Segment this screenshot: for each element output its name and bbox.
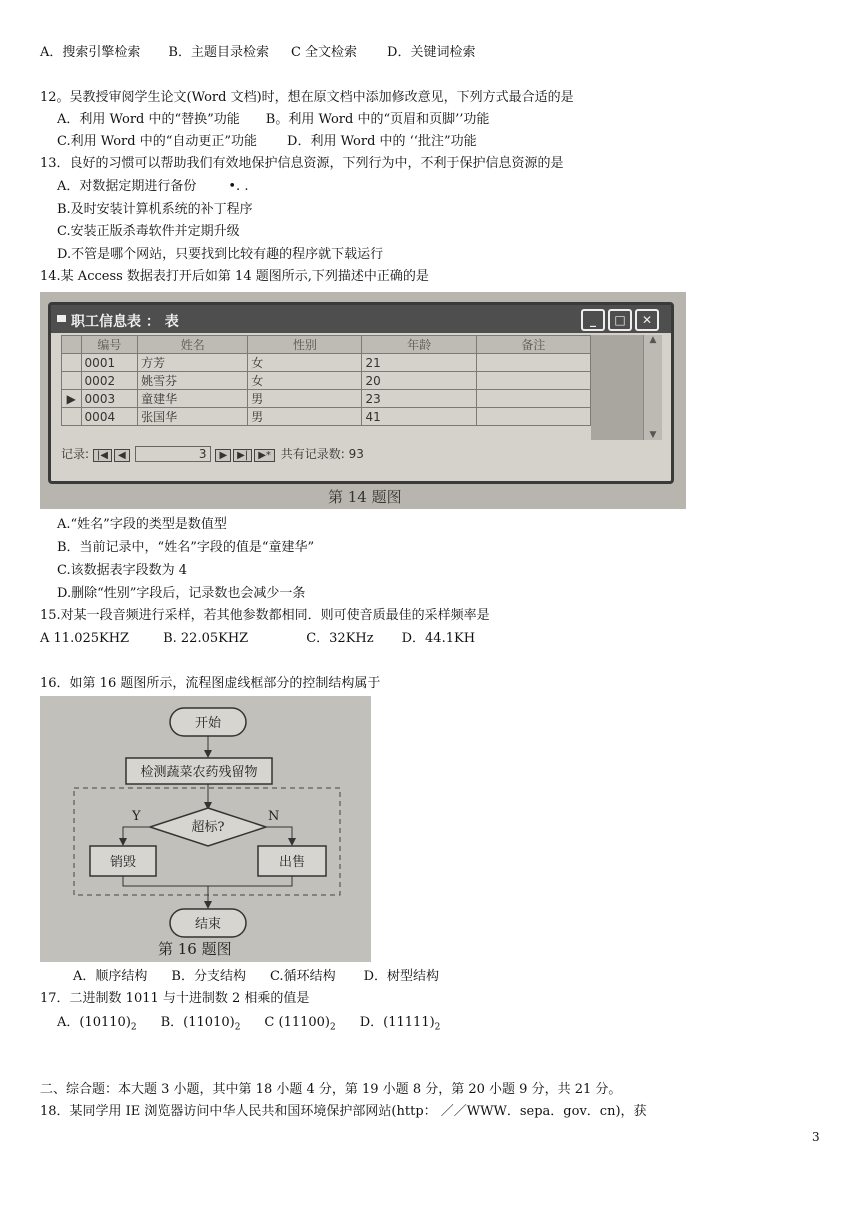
q12-option-a: A．利用 Word 中的“替换”功能 [57, 112, 240, 127]
q13-option-c: C.安装正版杀毒软件并定期升级 [57, 224, 240, 239]
window-titlebar [51, 305, 671, 333]
q16-option-d: D．树型结构 [363, 969, 440, 984]
current-record-arrow-icon: ▶ [62, 390, 82, 408]
q13-option-a: A．对数据定期进行备份 [57, 179, 197, 194]
table-cell: 男 [248, 408, 362, 426]
destroy-label: 销毁 [109, 855, 137, 870]
q15-options [40, 630, 475, 648]
column-header: 备注 [476, 336, 590, 354]
header-row [62, 336, 591, 354]
decision-label: 超标? [191, 820, 225, 835]
table-cell [476, 372, 590, 390]
q12-option-b: B。利用 Word 中的“页眉和页脚’’功能 [265, 112, 490, 127]
scroll-down-icon: ▼ [649, 430, 657, 440]
window-title: 职工信息表 ： 表 [71, 314, 179, 330]
new-record-icon: ▶* [254, 449, 275, 462]
q17-option-c: C $(11100)_2$ [264, 1015, 336, 1033]
table-cell: 女 [248, 372, 362, 390]
column-header: 性别 [248, 336, 362, 354]
q13-option-b: B.及时安装计算机系统的补丁程序 [57, 202, 253, 217]
no-label: N [268, 809, 280, 824]
column-header: 年龄 [362, 336, 476, 354]
table-cell: 0002 [81, 372, 138, 390]
q12-options-ab [57, 111, 489, 129]
q12-option-d: D．利用 Word 中的 ‘‘批注”功能 [287, 134, 477, 149]
current-record-number: 3 [135, 446, 211, 462]
figure-16-flowchart [40, 696, 371, 962]
q16-option-b: B．分支结构 [171, 969, 246, 984]
q11-option-c: C 全文检索 [290, 45, 358, 60]
q11-option-d: D．关键词检索 [387, 45, 476, 60]
table-cell: 男 [248, 390, 362, 408]
table-cell: 女 [248, 354, 362, 372]
table-row [62, 408, 591, 426]
q16-stem: 16．如第 16 题图所示，流程图虚线框部分的控制结构属于 [40, 676, 381, 691]
q17-options [57, 1014, 440, 1037]
q12-stem: 12。吴教授审阅学生论文(Word 文档)时，想在原文档中添加修改意见，下列方式最合适的是 [40, 90, 574, 105]
table-cell [476, 390, 590, 408]
table-cell: 姚雪芬 [138, 372, 248, 390]
q16-options [73, 968, 439, 986]
q14-option-b: B．当前记录中，“姓名”字段的值是“童建华” [57, 540, 315, 555]
table-cell: 0004 [81, 408, 138, 426]
q16-option-c: C.循环结构 [269, 969, 336, 984]
q15-option-c: C．32KHz [306, 631, 374, 646]
q13-stem: 13．良好的习惯可以帮助我们有效地保护信息资源，下列行为中，不利于保护信息资源的是 [40, 156, 564, 171]
table-row [62, 354, 591, 372]
q15-option-b: B. 22.05KHZ [163, 631, 249, 646]
page-number: 3 [812, 1130, 820, 1144]
maximize-icon: □ [608, 309, 632, 331]
q11-option-b: B．主题目录检索 [168, 45, 269, 60]
q14-option-a: A.“姓名”字段的类型是数值型 [57, 517, 227, 532]
row-selector [62, 372, 82, 390]
table-cell: 21 [362, 354, 476, 372]
vertical-scrollbar [643, 335, 662, 440]
q12-options-cd [57, 133, 477, 151]
first-record-icon: |◀ [93, 449, 112, 462]
q17-option-b: B．$(11010)_2$ [160, 1015, 241, 1033]
q11-option-a: A．搜索引擎检索 [40, 45, 141, 60]
q12-option-c: C.利用 Word 中的“自动更正”功能 [57, 134, 258, 149]
record-navigation [61, 445, 364, 462]
section-2-heading: 二、综合题：本大题 3 小题，其中第 18 小题 4 分，第 19 小题 8 分，第 20 小题 9 分，共 21 分。 [40, 1082, 622, 1097]
table-cell: 0003 [81, 390, 138, 408]
q13-option-d: D.不管是哪个网站，只要找到比较有趣的程序就下载运行 [57, 247, 384, 262]
access-window [48, 302, 674, 484]
table-cell [476, 354, 590, 372]
table-cell [476, 408, 590, 426]
q14-option-d: D.删除“性别”字段后，记录数也会减少一条 [57, 586, 306, 601]
minimize-icon: _ [581, 309, 605, 331]
yes-label: Y [132, 809, 141, 824]
row-selector [62, 354, 82, 372]
sell-label: 出售 [278, 855, 306, 870]
scroll-up-icon: ▲ [649, 335, 657, 345]
flowchart-svg [40, 696, 371, 962]
table-cell: 方芳 [138, 354, 248, 372]
q17-stem: 17．二进制数 1011 与十进制数 2 相乘的值是 [40, 991, 310, 1006]
q13-option-a-line [57, 178, 248, 196]
previous-record-icon: ◀ [114, 449, 130, 462]
table-row [62, 372, 591, 390]
corner-cell [62, 336, 82, 354]
column-header: 姓名 [138, 336, 248, 354]
q14-stem: 14.某 Access 数据表打开后如第 14 题图所示,下列描述中正确的是 [40, 269, 429, 284]
table-cell: 20 [362, 372, 476, 390]
record-count: 共有记录数: 93 [280, 447, 364, 461]
figure-16-caption: 第 16 题图 [158, 940, 232, 958]
last-record-icon: ▶| [233, 449, 252, 462]
q17-option-d: D．$(11111)_2$ [359, 1015, 441, 1033]
table-cell: 23 [362, 390, 476, 408]
q11-options [40, 44, 475, 62]
table-row-current [62, 390, 591, 408]
q15-option-d: D．44.1KH [401, 631, 476, 646]
process-label: 检测蔬菜农药残留物 [140, 765, 258, 780]
end-label: 结束 [194, 917, 222, 932]
q14-option-c: C.该数据表字段数为 4 [57, 563, 188, 578]
column-header: 编号 [81, 336, 138, 354]
close-icon: ✕ [635, 309, 659, 331]
table-cell: 0001 [81, 354, 138, 372]
datasheet-empty-area [591, 335, 643, 440]
datasheet-grid [61, 335, 591, 426]
q18-stem: 18．某同学用 IE 浏览器访问中华人民共和国环境保护部网站(http： ／／WWW．sepa．gov．cn)，获 [40, 1104, 647, 1119]
q13-stray-mark: •. . [228, 179, 249, 194]
q16-option-a: A．顺序结构 [73, 969, 148, 984]
nav-label: 记录: [61, 447, 90, 461]
table-cell: 张国华 [138, 408, 248, 426]
q15-stem: 15.对某一段音频进行采样，若其他参数都相同．则可使音质最佳的采样频率是 [40, 608, 490, 623]
q15-option-a: A 11.025KHZ [40, 631, 130, 646]
q17-option-a: A．$(10110)_2$ [57, 1015, 137, 1033]
table-cell: 童建华 [138, 390, 248, 408]
figure-14-caption: 第 14 题图 [328, 488, 402, 506]
start-label: 开始 [194, 716, 222, 731]
next-record-icon: ▶ [215, 449, 231, 462]
table-cell: 41 [362, 408, 476, 426]
row-selector [62, 408, 82, 426]
figure-14-access-table [40, 292, 686, 509]
table-icon [57, 315, 66, 322]
